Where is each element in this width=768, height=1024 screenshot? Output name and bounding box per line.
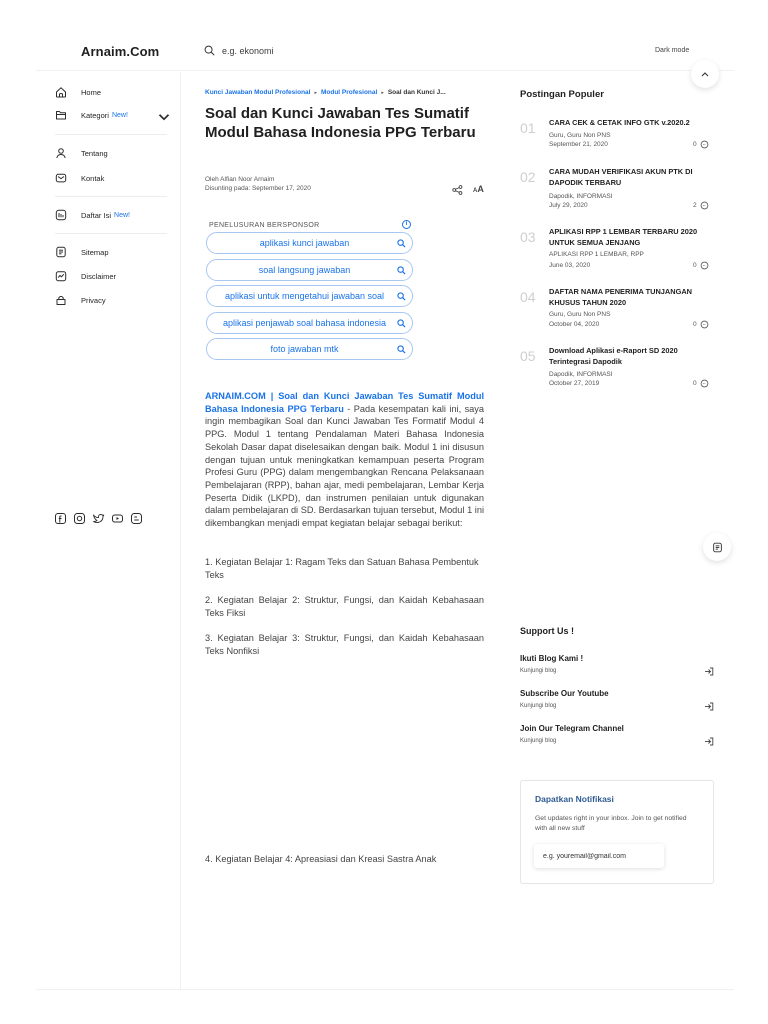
breadcrumb-separator-icon: ▸ [381,89,384,96]
site-header [0,0,768,72]
support-item-subtitle: Kunjungi blog [520,703,557,709]
login-arrow-icon[interactable] [704,667,714,676]
sponsored-label: PENELUSURAN BERSPONSOR [209,222,320,229]
sponsored-search-text: aplikasi untuk mengetahui jawaban soal [224,291,385,301]
sidebar-item-disclaimer[interactable] [55,270,170,282]
nav-divider [55,196,167,197]
support-item-title: Subscribe Our Youtube [520,689,609,698]
popular-post-date: July 29, 2020 [549,202,588,209]
search-icon[interactable] [204,45,215,56]
email-field[interactable] [534,844,664,868]
table-of-contents-button[interactable] [703,533,731,561]
breadcrumb [205,89,485,96]
sidebar-item-home[interactable] [55,86,170,98]
nav-divider [55,233,167,234]
comment-count: 0 [693,380,697,387]
sidebar-item-label: Home [81,87,102,97]
support-title: Support Us ! [520,626,574,636]
popular-post-categories[interactable]: APLIKASI RPP 1 LEMBAR, RPP [549,251,644,258]
popular-posts-title: Postingan Populer [520,89,604,100]
popular-post-comments[interactable] [693,320,709,329]
popular-post-date: October 04, 2020 [549,321,600,328]
sidebar-item-tentang[interactable] [55,147,170,159]
support-item-youtube[interactable] [520,689,715,709]
folder-icon [55,109,67,121]
disclaimer-icon [55,270,67,282]
sponsored-search-text: aplikasi kunci jawaban [259,238,350,248]
support-item-subtitle: Kunjungi blog [520,738,557,744]
sidebar-item-label: Tentang [81,148,108,158]
notification-box [520,780,714,884]
dark-mode-toggle[interactable]: Dark mode [655,47,690,54]
sponsored-search-button[interactable] [206,285,413,307]
search-icon [397,266,406,275]
popular-post-number: 02 [520,169,536,185]
user-icon [55,147,67,159]
search-bar[interactable] [204,45,402,56]
sidebar-item-label: Disclaimer [81,271,117,281]
popular-post-title[interactable]: DAFTAR NAMA PENERIMA TUNJANGAN KHUSUS TAHUN 2020 [549,287,693,307]
sidebar-item-kontak[interactable] [55,172,170,184]
font-size-label: A [477,184,484,194]
post-list-item: 3. Kegiatan Belajar 3: Struktur, Fungsi, dan Kaidah Kebahasaan Teks Nonfiksi [205,633,484,656]
popular-post-number: 05 [520,348,536,364]
comment-icon [700,261,709,270]
post-list-item: 2. Kegiatan Belajar 2: Struktur, Fungsi, dan Kaidah Kebahasaan Teks Fiksi [205,595,484,618]
post-date: Disunting pada: September 17, 2020 [205,185,311,192]
youtube-icon[interactable] [111,512,124,525]
sponsored-search-button[interactable] [206,312,413,334]
support-item-subtitle: Kunjungi blog [520,668,557,674]
support-item-blog[interactable] [520,654,715,674]
popular-post-comments[interactable] [693,140,709,149]
search-input[interactable] [222,46,402,56]
breadcrumb-current: Soal dan Kunci J... [387,89,446,96]
popular-post-categories[interactable]: Guru, Guru Non PNS [549,132,611,139]
privacy-icon [55,294,67,306]
twitter-icon[interactable] [92,512,105,525]
social-links [54,512,143,525]
breadcrumb-link[interactable]: Modul Profesional [320,89,378,96]
collapse-button[interactable] [691,60,719,88]
popular-post-date: October 27, 2019 [549,380,600,387]
site-brand[interactable]: Arnaim.Com [81,44,160,59]
post-title: Soal dan Kunci Jawaban Tes Sumatif Modul Bahasa Indonesia PPG Terbaru [205,105,476,141]
font-size-button[interactable] [473,184,484,194]
sidebar-item-privacy[interactable] [55,294,170,306]
popular-post-title[interactable]: APLIKASI RPP 1 LEMBAR TERBARU 2020 UNTUK SEMUA JENJANG [549,227,698,247]
support-item-title: Ikuti Blog Kami ! [520,654,584,663]
sitemap-icon [55,246,67,258]
ad-info-icon[interactable]: i [402,220,411,229]
popular-post-title[interactable]: CARA MUDAH VERIFIKASI AKUN PTK DI DAPODIK TERBARU [549,167,693,187]
popular-post-comments[interactable] [693,201,709,210]
support-item-title: Join Our Telegram Channel [520,724,624,733]
popular-post-number: 01 [520,120,536,136]
comment-icon [700,140,709,149]
intro-text: - Pada kesempatan kali ini, saya ingin membagikan Soal dan Kunci Jawaban Tes Formatif Modul 4 PPG. Modul 1 tentang Pendalaman Materi Bahasa Indonesia Sekolah Dasar dapat diselesaikan dengan baik. Modul 1 ini disusun dengan tujuan untuk meningkatkan kemampuan peserta Program Profesi Guru (PPG) dalam mengembangkan Rencana Pelaksanaan Pembelajaran (RPP), bahan ajar, medi pembelajaran, Lembar Kerja Peserta Didik (LKPD), dan instrumen penilaian untuk digunakan dalam pembelajaran di SD. Berdasarkan tujuan tersebut, Modul 1 ini dikembangkan menjadi empat kegiatan belajar sebagai berikut: [205,403,484,529]
post-list-item: 1. Kegiatan Belajar 1: Ragam Teks dan Satuan Bahasa Pembentuk Teks [205,557,479,580]
sponsored-search-text: soal langsung jawaban [258,265,351,275]
nav-divider [55,134,167,135]
post-author[interactable]: Oleh Alfian Noor Arnaim [205,176,275,183]
sponsored-search-button[interactable] [206,232,413,254]
breadcrumb-link[interactable]: Kunci Jawaban Modul Profesional [205,89,311,96]
comment-count: 2 [693,202,697,209]
chevron-down-icon[interactable] [158,111,170,123]
popular-post-number: 04 [520,289,536,305]
login-arrow-icon[interactable] [704,737,714,746]
support-item-telegram[interactable] [520,724,715,744]
share-icon[interactable] [452,185,463,195]
sidebar-item-label: Sitemap [81,247,109,257]
sponsored-search-text: aplikasi penjawab soal bahasa indonesia [222,318,387,328]
search-icon [397,319,406,328]
comment-count: 0 [693,262,697,269]
sidebar-item-kategori[interactable] [55,109,170,121]
comment-count: 0 [693,141,697,148]
search-icon [397,239,406,248]
sponsored-search-button[interactable] [206,259,413,281]
popular-post-number: 03 [520,229,536,245]
popular-post-categories[interactable]: Guru, Guru Non PNS [549,311,611,318]
new-badge: New! [111,111,128,119]
sidebar-nav [36,72,181,990]
sponsored-search-button[interactable] [206,338,413,360]
list-icon [55,209,67,221]
facebook-icon[interactable] [54,512,67,525]
sponsored-search-text: foto jawaban mtk [270,344,339,354]
comment-count: 0 [693,321,697,328]
popular-post-categories[interactable]: Dapodik, INFORMASI [549,193,613,200]
document-list-icon [712,542,723,553]
sidebar-item-label: Kontak [81,173,105,183]
popular-post-comments[interactable] [693,261,709,270]
popular-post-categories[interactable]: Dapodik, INFORMASI [549,371,613,378]
post-list-item: 4. Kegiatan Belajar 4: Apreasiasi dan Kreasi Sastra Anak [205,854,437,864]
post-intro-paragraph [205,390,484,530]
mail-icon [55,172,67,184]
popular-post-date: June 03, 2020 [549,262,591,269]
comment-icon [700,201,709,210]
popular-post-title[interactable]: CARA CEK & CETAK INFO GTK v.2020.2 [549,118,690,127]
comment-icon [700,379,709,388]
instagram-icon[interactable] [73,512,86,525]
font-size-small-glyph: A [473,188,478,194]
sidebar-item-label: Kategori [81,110,109,120]
search-icon [397,292,406,301]
home-icon [55,86,67,98]
sidebar-item-label: Privacy [81,295,106,305]
blogger-icon[interactable] [130,512,143,525]
sidebar-item-sitemap[interactable] [55,246,170,258]
popular-post-title[interactable]: Download Aplikasi e-Raport SD 2020 Terintegrasi Dapodik [549,346,678,366]
breadcrumb-separator-icon: ▸ [314,89,317,96]
intro-link[interactable]: ARNAIM.COM | Soal dan Kunci Jawaban Tes Sumatif Modul Bahasa Indonesia PPG Terbaru [205,391,484,414]
popular-post-date: September 21, 2020 [549,141,608,148]
notification-title: Dapatkan Notifikasi [535,794,614,804]
new-badge: New! [114,211,130,219]
login-arrow-icon[interactable] [704,702,714,711]
chevron-up-icon [701,71,709,77]
popular-post-comments[interactable] [693,379,709,388]
comment-icon [700,320,709,329]
sidebar-item-label: Daftar Isi [81,210,112,220]
notification-description: Get updates right in your inbox. Join to get notified with all new stuff [535,815,687,832]
sidebar-item-daftar-isi[interactable] [55,209,170,221]
search-icon [397,345,406,354]
